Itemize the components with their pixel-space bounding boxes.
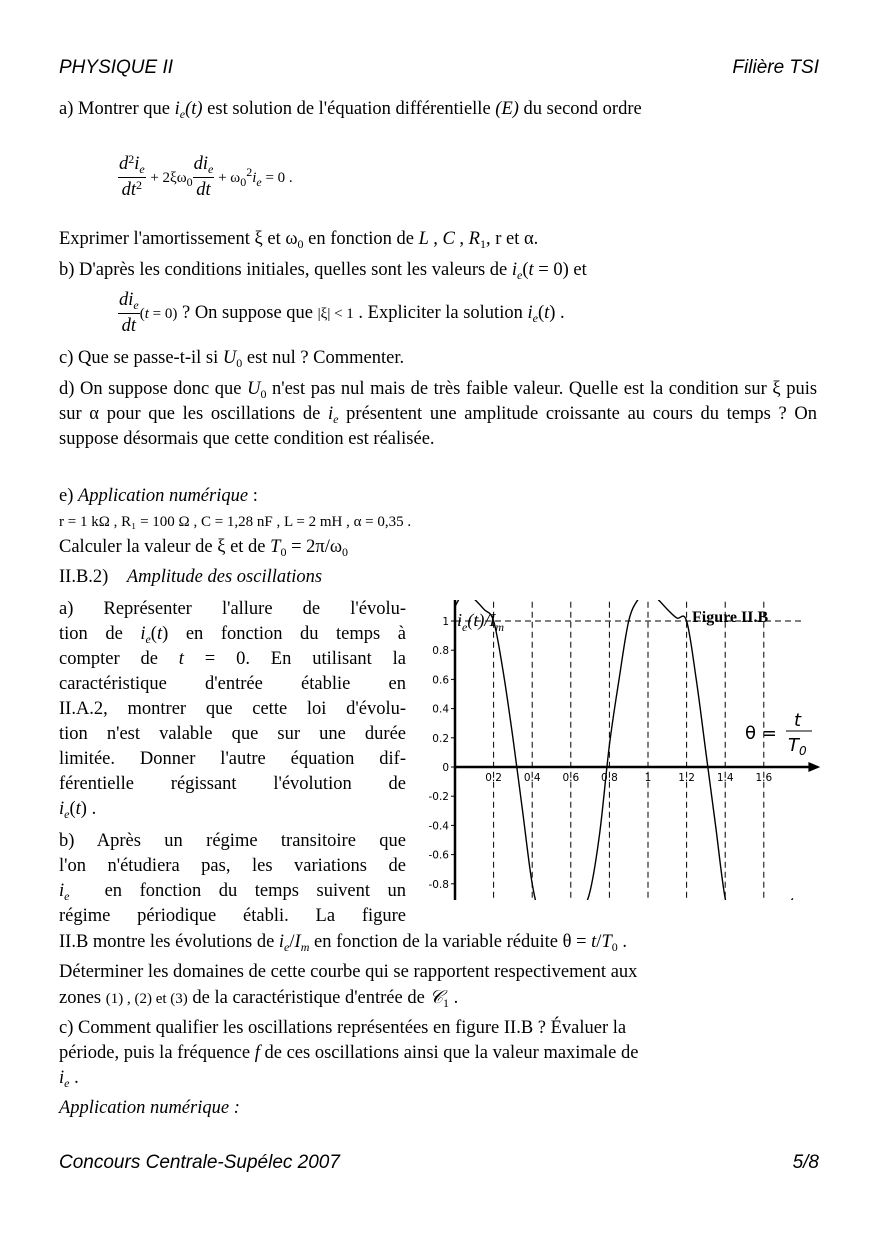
chart-title: Figure II.B: [692, 609, 769, 626]
svg-text:t: t: [794, 710, 802, 731]
x-tick-label: 0.4: [523, 772, 541, 784]
x-tick-label: 0.6: [562, 772, 580, 784]
page-header-right: Filière TSI: [732, 57, 819, 78]
question-b: b) D'après les conditions initiales, quelles sont les valeurs de $i_e(t = 0)$ et: [59, 260, 587, 282]
svg-text:θ =: θ =: [745, 723, 777, 744]
question-e-calc: Calculer la valeur de ξ et de $T_0 = 2\pi/\omega_0$: [59, 537, 349, 559]
y-tick-label: -0.8: [428, 878, 449, 891]
question-2b: b) Après un régime transitoire que l'on n'étudiera pas, les variations de $i_e$ en fonction du temps suivent un régime périodique établi. La figure: [59, 831, 407, 926]
question-c: c) Que se passe-t-il si $U_0$ est nul ? Commenter.: [59, 348, 405, 370]
y-tick-label: 0.4: [432, 703, 449, 716]
y-tick-label: 0.6: [432, 674, 449, 687]
page-header-left: PHYSIQUE II: [59, 57, 174, 78]
x-tick-label: 1.2: [678, 772, 695, 784]
differential-equation: $\frac{d^2i_e}{dt^2}$ + $2\xi\omega_0$ $\frac{di_e}{dt}$ + $\omega_0^2i_e = 0$ .: [119, 152, 293, 200]
question-b-line2: $\frac{di_e}{dt}$ (t = 0) ? On suppose que |ξ| < 1 . Expliciter la solution $i_e(t)$ .: [119, 290, 565, 336]
y-axis-label: $i_e(t)/I_m$: [457, 610, 504, 634]
question-2a: a) Représenter l'allure de l'évolu- tion de $i_e(t)$ en fonction du temps à compter de t = 0. En utilisant la caractéristique d'entrée établie en II.A.2, montrer que cette loi d'évolu- tion n'est valable que sur une durée limitée. Donner l'autre équation dif- férentielle régissant l'évolution de: [59, 599, 407, 794]
question-d: d) On suppose donc que $U_0$ n'est pas nul mais de très faible valeur. Quelle est la condition sur ξ puis sur α pour que les oscillations de $i_e$ présentent une amplitude croissante au cours du temps ? On suppose désormais que cette condition est réalisée.: [59, 379, 818, 449]
x-tick-label: 0.8: [601, 772, 618, 784]
question-a: a) Montrer que $i_e(t)$ est solution de l'équation différentielle (E) du second ordre: [59, 99, 642, 121]
y-tick-label: 0.2: [432, 732, 449, 745]
question-2a-end: $i_e(t)$ .: [59, 799, 97, 821]
x-tick-label: 0.2: [485, 772, 502, 784]
application-numerique: Application numérique :: [59, 1098, 240, 1118]
x-tick-label: 1.6: [755, 772, 773, 784]
numeric-values: r = 1 kΩ , R₁ = 100 Ω , C = 1,28 nF , L = 2 mH , α = 0,35 .: [59, 514, 412, 530]
y-tick-label: 0.8: [432, 645, 449, 658]
question-e: e) Application numérique :: [59, 486, 258, 506]
x-axis-arrow: [808, 762, 820, 772]
question-2b-line6: Déterminer les domaines de cette courbe qui se rapportent respectivement aux: [59, 962, 638, 982]
x-axis-label: [745, 710, 812, 758]
page-footer-right: 5/8: [792, 1152, 819, 1173]
question-a-damping: Exprimer l'amortissement ξ et $\omega_0$ en fonction de L , C , $R_1$, r et α.: [59, 229, 539, 251]
figure-ii-b: [420, 600, 820, 900]
y-tick-label: -0.6: [428, 849, 449, 862]
x-tick-label: 1: [644, 772, 652, 784]
y-tick-label: 0: [442, 762, 449, 774]
y-tick-label: -0.2: [428, 791, 449, 804]
question-2b-cont: II.B montre les évolutions de $i_e/I_m$ en fonction de la variable réduite $\theta = t/T_0$ .: [59, 932, 627, 954]
question-2c: c) Comment qualifier les oscillations représentées en figure II.B ? Évaluer la période, puis la fréquence f de ces oscillations ainsi que la valeur maximale de $i_e$ .: [59, 1018, 639, 1090]
y-tick-label: 1: [442, 616, 449, 628]
y-tick-label: -0.4: [428, 820, 449, 833]
page-footer-left: Concours Centrale-Supélec 2007: [59, 1152, 340, 1173]
section-heading: II.B.2) Amplitude des oscillations: [59, 567, 323, 587]
question-2b-line7: zones (1) , (2) et (3) de la caractéristique d'entrée de 𝒞$_1$ .: [59, 988, 459, 1010]
svg-text:T0: $T_0$: [788, 735, 807, 758]
x-tick-label: 1.4: [716, 772, 734, 784]
series-line: [455, 600, 793, 900]
